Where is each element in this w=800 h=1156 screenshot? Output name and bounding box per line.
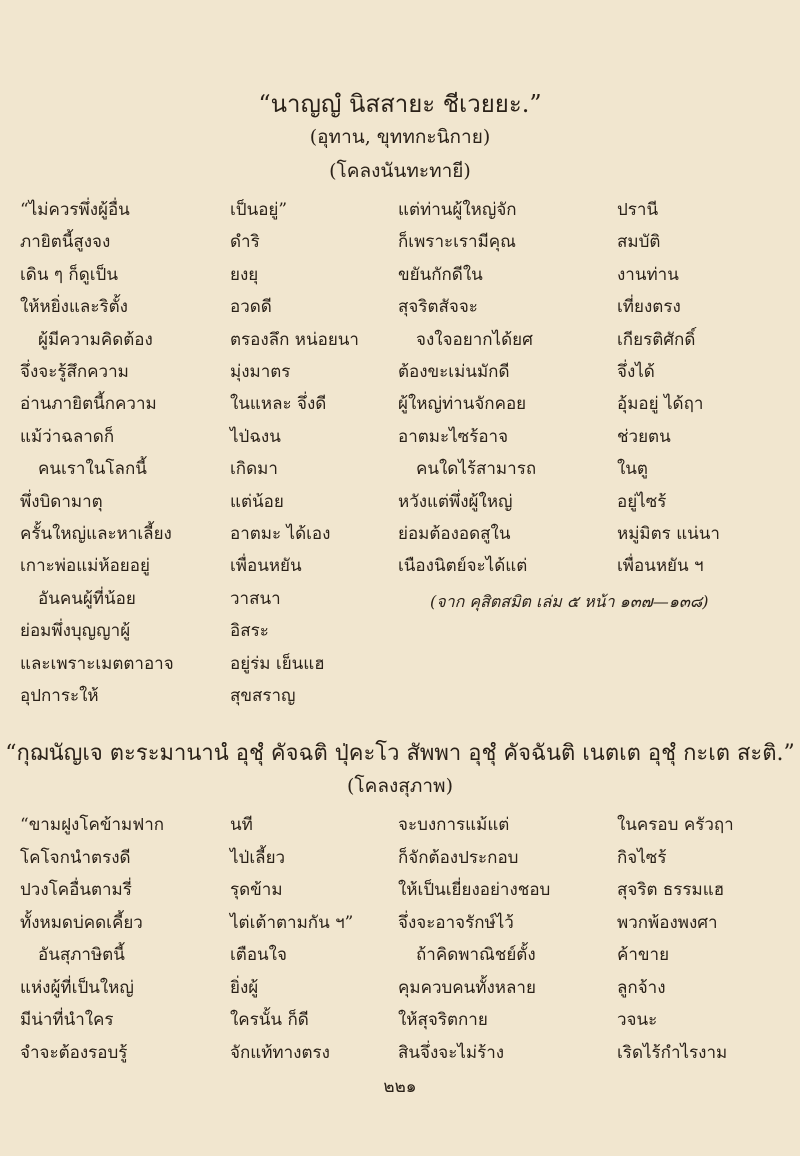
poem-verse-segment: ในแหละ จึ่งดี [230, 394, 327, 415]
poem-verse-segment: เนืองนิตย์จะได้แต่ [398, 556, 528, 577]
poem-verse-segment: ให้หยิ่งและริตั้ง [20, 297, 128, 318]
poem-verse-segment: “ขามฝูงโคข้ามฟาก [20, 815, 165, 835]
poem-line [0, 552, 800, 582]
poem-verse-segment: คนเราในโลกนี้ [38, 459, 147, 480]
poem-verse-segment: เกิดมา [230, 459, 278, 480]
poem-verse-segment: ดำริ [230, 232, 260, 253]
poem-verse-segment: ครั้นใหญ่และหาเลี้ยง [20, 524, 172, 544]
poem-verse-segment: จำจะต้องรอบรู้ [20, 1042, 128, 1063]
poem-verse-segment: ตรองลึก หน่อยนา [230, 329, 359, 350]
poem-line [0, 909, 800, 939]
poem-verse-segment: จึ่งจะรู้สึกความ [20, 362, 129, 382]
poem-verse-segment: แม้ว่าฉลาดก็ [20, 426, 115, 447]
poem-verse-segment: เป็นอยู่” [230, 200, 288, 220]
poem-verse-segment: อวดดี [230, 297, 272, 318]
verse1-pali-title: “นาญญํ นิสสายะ ชีเวยยะ.” [258, 90, 542, 118]
poem-verse-segment: ผู้มีความคิดต้อง [38, 329, 153, 350]
poem-verse-segment: ยงยุ [230, 264, 259, 285]
poem-verse-segment: ค้าขาย [617, 945, 670, 965]
poem-verse-segment: สุจริตสัจจะ [398, 297, 478, 318]
poem-verse-segment: จึ่งได้ [617, 362, 655, 382]
poem-line [0, 682, 800, 712]
poem-line [0, 876, 800, 906]
poem-verse-segment: ปรานี [617, 200, 659, 220]
poem-verse-segment: ลูกจ้าง [617, 977, 666, 998]
poem-verse-segment: ย่อมต้องอดสูใน [398, 524, 511, 544]
poem-line [0, 358, 800, 388]
poem-verse-segment: ภายิตนี้สูงจง [20, 232, 111, 253]
poem-verse-segment: ไต่เต้าตามกัน ฯ” [230, 912, 354, 933]
poem-line [0, 520, 800, 550]
poem-verse-segment: พึ่งบิดามาตุ [20, 491, 103, 512]
poem-verse-segment: วจนะ [617, 1010, 658, 1030]
poem-line [0, 228, 800, 258]
poem-verse-segment: จะบงการแม้แต่ [398, 815, 510, 835]
poem-line [0, 811, 800, 841]
poem-verse-segment: อุปการะให้ [20, 686, 99, 706]
poem-verse-segment: ก็จักต้องประกอบ [398, 847, 519, 868]
poem-verse-segment: แห่งผู้ที่เป็นใหญ่ [20, 977, 134, 998]
poem-verse-segment: เที่ยงตรง [617, 297, 681, 318]
verse1-meter: (โคลงนันทะทายี) [329, 160, 471, 182]
poem-verse-segment: หมู่มิตร แน่นา [617, 524, 720, 544]
poem-verse-segment: ทั้งหมดบ่คดเคี้ยว [20, 912, 143, 933]
poem-verse-segment: อันคนผู้ที่น้อย [38, 588, 136, 609]
poem-line [0, 455, 800, 485]
poem-line [0, 844, 800, 874]
poem-line [0, 941, 800, 971]
poem-verse-segment: เดิน ๆ ก็ดูเป็น [20, 264, 118, 285]
poem-verse-segment: ให้เป็นเยี่ยงอย่างชอบ [398, 880, 551, 900]
poem-line [0, 1039, 800, 1069]
poem-verse-segment: ผู้ใหญ่ท่านจักคอย [398, 394, 527, 415]
poem-verse-segment: เพื่อนหยัน ฯ [617, 556, 704, 577]
poem-verse-segment: อุ้มอยู่ ได้ฤา [617, 394, 704, 415]
poem-line [0, 326, 800, 356]
poem-line [0, 650, 800, 680]
poem-verse-segment: เริดไร้กำไรงาม [617, 1042, 728, 1063]
poem-verse-segment: ก็เพราะเรามีคุณ [398, 232, 516, 253]
verse2-pali-title: “กุฌนัญเจ ตะระมานานํ อุชุํ คัจฉติ ปุ่คะโว สัพพา อุชุํ คัจฉันติ เนตเต อุชุํ กะเต สะติ.” [5, 741, 795, 766]
poem-verse-segment: สุขสราญ [230, 686, 296, 706]
poem-verse-segment: ย่อมพึ่งบุญญาผู้ [20, 621, 131, 642]
poem-line [0, 390, 800, 420]
poem-verse-segment: อิสระ [230, 621, 269, 642]
poem-verse-segment: ใครนั้น ก็ดี [230, 1010, 309, 1030]
poem-verse-segment: พวกพ้องพงศา [617, 912, 718, 933]
page-number: ๒๒๑ [383, 1077, 417, 1097]
poem-verse-segment: อันสุภาษิตนี้ [38, 945, 125, 965]
poem-verse-segment: รุดข้าม [230, 880, 283, 900]
poem-line [0, 617, 800, 647]
poem-verse-segment: อาตมะ ได้เอง [230, 524, 331, 544]
poem-verse-segment: จงใจอยากได้ยศ [416, 329, 533, 350]
poem-verse-segment: ถ้าคิดพาณิชย์ตั้ง [416, 945, 536, 965]
poem-verse-segment: มีน่าที่นำใคร [20, 1010, 114, 1030]
poem-verse-segment: กิจไซร้ [617, 847, 667, 868]
poem-verse-segment: สุจริต ธรรมแฮ [617, 880, 725, 900]
poem-verse-segment: มุ่งมาตร [230, 362, 291, 382]
poem-verse-segment: อ่านภายิตนี้กความ [20, 394, 157, 415]
poem-verse-segment: เตือนใจ [230, 945, 287, 965]
poem-verse-segment: เกียรติศักดิ์ [617, 329, 696, 350]
poem-verse-segment: เพื่อนหยัน [230, 556, 302, 577]
poem-verse-segment: ไป่เลี้ยว [230, 847, 286, 868]
poem-verse-segment: “ไม่ควรพึ่งผู้อื่น [20, 200, 130, 220]
poem-verse-segment: แต่น้อย [230, 491, 284, 512]
poem-verse-segment: ขยันกักดีใน [398, 264, 483, 285]
poem-line [0, 1006, 800, 1036]
poem-verse-segment: แต่ท่านผู้ใหญ่จัก [398, 200, 517, 220]
poem-verse-segment: วาสนา [230, 588, 281, 609]
poem-verse-segment: คุมควบคนทั้งหลาย [398, 977, 536, 998]
poem-verse-segment: อาตมะไซร้อาจ [398, 426, 509, 447]
poem-verse-segment: โคโจกนำตรงดี [20, 847, 131, 868]
poem-verse-segment: ให้สุจริตกาย [398, 1010, 488, 1030]
verse1-reference: (จาก คุสิตสมิต เล่ม ๕ หน้า ๑๓๗—๑๓๘) [430, 592, 709, 611]
poem-line [0, 423, 800, 453]
poem-verse-segment: นที [230, 815, 253, 835]
poem-verse-segment: อยู่ไซร้ [617, 491, 667, 512]
poem-verse-segment: และเพราะเมตตาอาจ [20, 653, 174, 674]
poem-verse-segment: สินจึ่งจะไม่ร้าง [398, 1042, 505, 1063]
poem-line [0, 974, 800, 1004]
poem-verse-segment: เกาะพ่อแม่ห้อยอยู่ [20, 556, 150, 577]
poem-verse-segment: ยิ่งผู้ [230, 977, 259, 998]
poem-line [0, 488, 800, 518]
poem-verse-segment: สมบัติ [617, 232, 661, 253]
poem-verse-segment: ช่วยตน [617, 426, 671, 447]
poem-verse-segment: ปวงโคอื่นตามรี่ [20, 880, 132, 900]
verse2-meter: (โคลงสุภาพ) [347, 775, 453, 797]
poem-verse-segment: ต้องขะเม่นมักดี [398, 362, 510, 382]
poem-verse-segment: อยู่ร่ม เย็นแฮ [230, 653, 325, 674]
poem-line [0, 293, 800, 323]
verse1-source: (อุทาน, ขุททกะนิกาย) [309, 126, 491, 148]
poem-verse-segment: ในครอบ ครัวฤา [617, 815, 734, 835]
poem-verse-segment: จักแท้ทางตรง [230, 1042, 330, 1063]
poem-line [0, 196, 800, 226]
poem-verse-segment: ไป่ฉงน [230, 426, 281, 447]
poem-verse-segment: คนใดไร้สามารถ [416, 459, 537, 480]
poem-verse-segment: จึ่งจะอาจรักษ์ไว้ [398, 912, 514, 933]
poem-verse-segment: ในตู [617, 459, 648, 480]
poem-line [0, 261, 800, 291]
poem-verse-segment: หวังแต่พึ่งผู้ใหญ่ [398, 491, 513, 512]
poem-verse-segment: งานท่าน [617, 264, 679, 285]
